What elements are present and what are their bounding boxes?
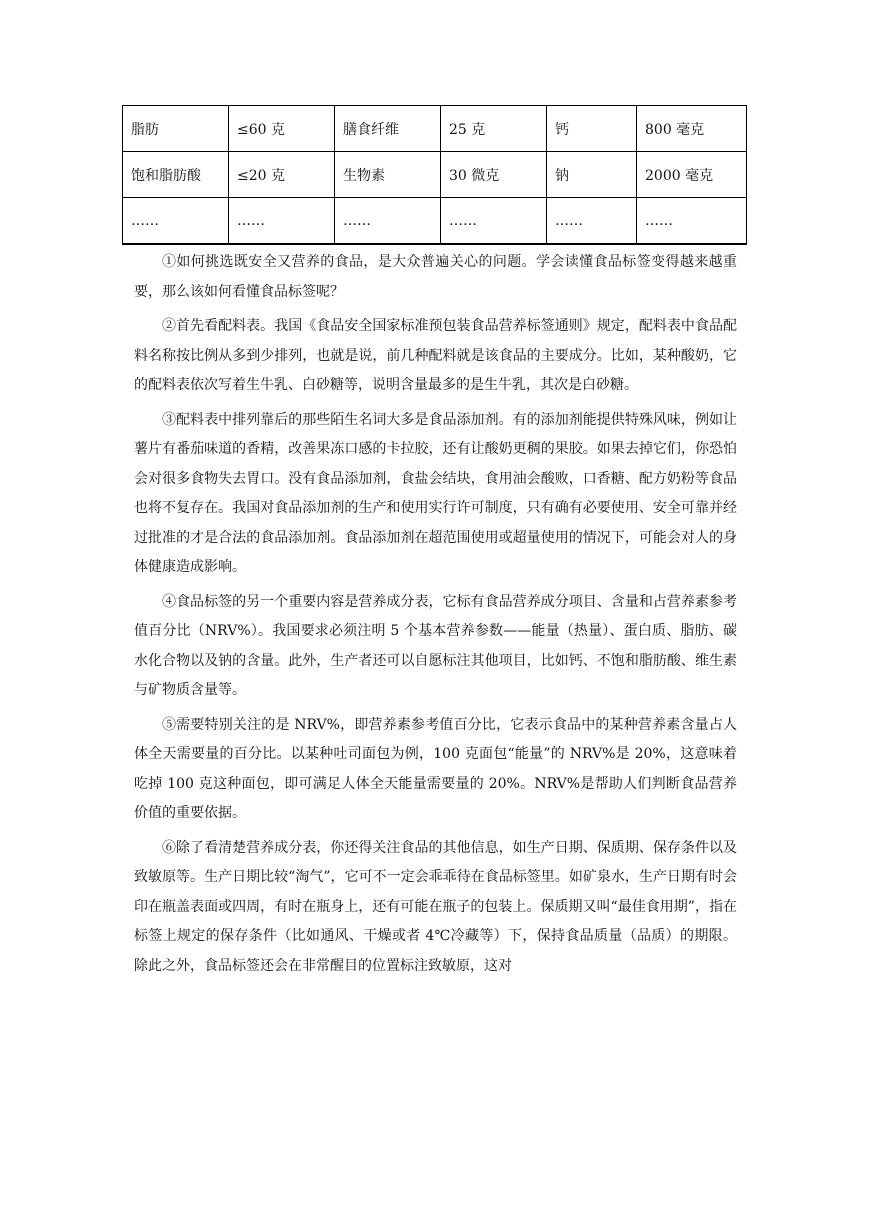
paragraph-3: ③配料表中排列靠后的那些陌生名词大多是食品添加剂。有的添加剂能提供特殊风味，例如让薯片有番茄味道的香精，改善果冻口感的卡拉胶，还有让酸奶更稠的果胶。如果去掉它们，你恐怕会对很多食物失去胃口。没有食品添加剂，食盐会结块，食用油会酸败，口香糖、配方奶粉等食品也将不复存在。我国对食品添加剂的生产和使用实行许可制度，只有确有必要使用、安全可靠并经过批准的才是合法的食品添加剂。食品添加剂在超范围使用或超量使用的情况下，可能会对人的身体健康造成影响。: [134, 411, 737, 575]
table-cell: 饱和脂肪酸: [123, 152, 229, 198]
table-row: [123, 106, 747, 152]
table-row: [123, 198, 747, 245]
paragraph-2: ②首先看配料表。我国《食品安全国家标准预包装食品营养标签通则》规定，配料表中食品配料名称按比例从多到少排列，也就是说，前几种配料就是该食品的主要成分。比如，某种酸奶，它的配料表依次写着生牛乳、白砂糖等，说明含量最多的是生牛乳，其次是白砂糖。: [134, 318, 737, 393]
table-cell: ……: [335, 198, 441, 245]
article-body: [134, 248, 737, 986]
table-row: [123, 152, 747, 198]
paragraph-1: ①如何挑选既安全又营养的食品，是大众普遍关心的问题。学会读懂食品标签变得越来越重要，那么该如何看懂食品标签呢？: [134, 254, 737, 300]
table-cell: 30 微克: [441, 152, 547, 198]
table-cell: ……: [637, 198, 747, 245]
table-cell: 800 毫克: [637, 106, 747, 152]
table-cell: ……: [123, 198, 229, 245]
table-cell: ≤20 克: [229, 152, 335, 198]
table-cell: ……: [441, 198, 547, 245]
paragraph-5: ⑤需要特别关注的是 NRV%，即营养素参考值百分比，它表示食品中的某种营养素含量占人体全天需要量的百分比。以某种吐司面包为例，100 克面包“能量”的 NRV%是 20%，这意味着吃掉 100 克这种面包，即可满足人体全天能量需要量的 20%。NRV%是帮助人们判断食品营养价值的重要依据。: [134, 716, 737, 821]
table-cell: 25 克: [441, 106, 547, 152]
paragraph-4: ④食品标签的另一个重要内容是营养成分表，它标有食品营养成分项目、含量和占营养素参考值百分比（NRV%）。我国要求必须注明 5 个基本营养参数——能量（热量）、蛋白质、脂肪、碳水化合物以及钠的含量。此外，生产者还可以自愿标注其他项目，比如钙、不饱和脂肪酸、维生素与矿物质含量等。: [134, 593, 737, 698]
table-cell: 2000 毫克: [637, 152, 747, 198]
table-cell: ……: [229, 198, 335, 245]
table-cell: 生物素: [335, 152, 441, 198]
nutrient-reference-table: [122, 105, 747, 245]
table-cell: 钙: [547, 106, 637, 152]
table-cell: ……: [547, 198, 637, 245]
table-cell: 脂肪: [123, 106, 229, 152]
table-cell: 膳食纤维: [335, 106, 441, 152]
table-cell: 钠: [547, 152, 637, 198]
paragraph-6: ⑥除了看清楚营养成分表，你还得关注食品的其他信息，如生产日期、保质期、保存条件以及致敏原等。生产日期比较“淘气”，它可不一定会乖乖待在食品标签里。如矿泉水，生产日期有时会印在瓶盖表面或四周，有时在瓶身上，还有可能在瓶子的包装上。保质期又叫“最佳食用期”，指在标签上规定的保存条件（比如通风、干燥或者 4℃冷藏等）下，保持食品质量（品质）的期限。除此之外，食品标签还会在非常醒目的位置标注致敏原，这对: [134, 839, 737, 974]
table-cell: ≤60 克: [229, 106, 335, 152]
